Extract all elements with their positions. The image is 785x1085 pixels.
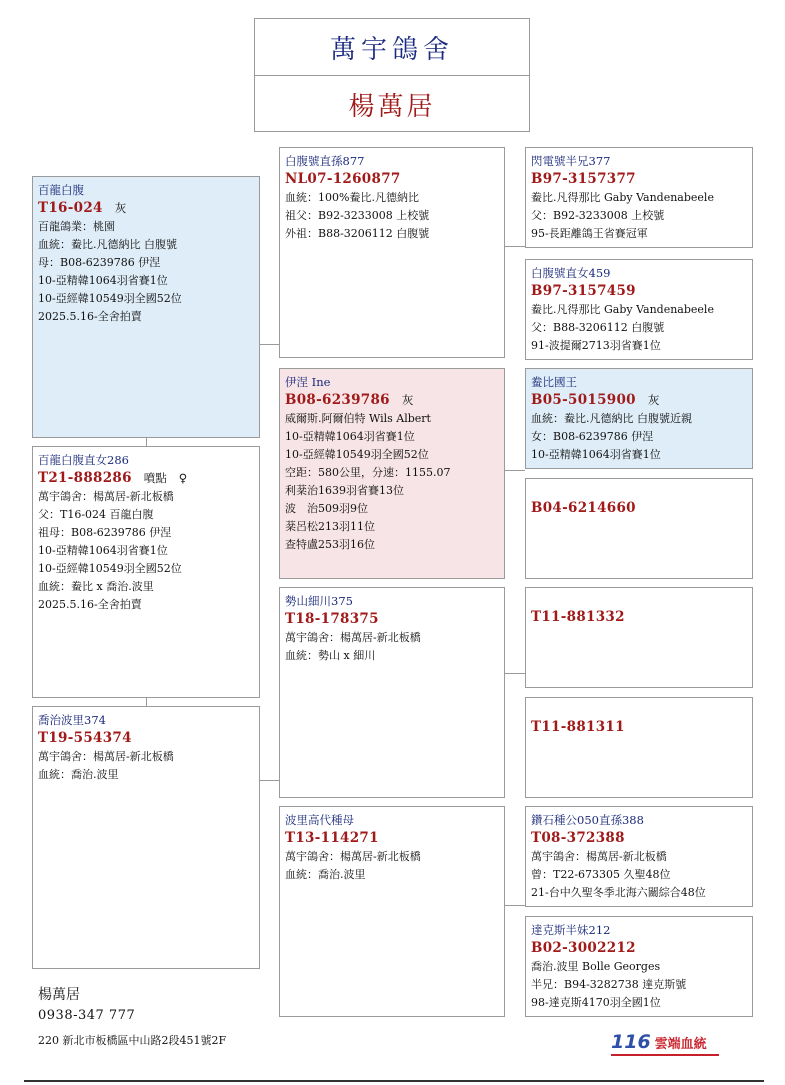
ring-number: NL07-1260877	[285, 171, 401, 187]
ring-number: T11-881311	[531, 719, 625, 735]
info-line: 91-波提爾2713羽省賽1位	[531, 339, 661, 352]
info-line: 血統：鲞比.凡德納比 白腹號	[38, 238, 177, 251]
logo-text: 雲端血統	[654, 1037, 707, 1052]
bird-name: 喬治波里374	[38, 713, 106, 727]
info-line: 女：B08-6239786 伊涅	[531, 430, 654, 443]
subject-card[interactable]	[32, 176, 260, 438]
ring-number: T16-024	[38, 200, 103, 216]
bird-name: 鲞比國王	[531, 375, 577, 389]
great-grandparent-card[interactable]	[525, 368, 753, 469]
info-line: 10-亞精韓1064羽省賽1位	[38, 274, 168, 287]
info-line: 血統：勢山 x 細川	[285, 649, 376, 662]
info-line: 2025.5.16-全舍拍賣	[38, 310, 142, 323]
info-line: 10-亞經韓10549羽全國52位	[38, 292, 182, 305]
connector	[505, 246, 525, 247]
dam-card[interactable]	[32, 706, 260, 969]
loft-name: 萬宇鴿舍	[255, 19, 529, 76]
bird-color: 灰	[114, 201, 127, 215]
logo-underline	[611, 1054, 719, 1056]
sire-sire-card[interactable]	[279, 147, 505, 358]
info-line: 血統：喬治.波里	[285, 868, 366, 881]
info-line: 鲞比.凡得那比 Gaby Vandenabeele	[531, 191, 714, 204]
ring-number: T18-178375	[285, 611, 379, 627]
info-line: 祖母：B08-6239786 伊涅	[38, 526, 172, 539]
info-line: 萬宇鴿舍：楊萬居-新北板橋	[285, 850, 421, 863]
bird-name: 波里高代種母	[285, 813, 354, 827]
info-line: 鲞比.凡得那比 Gaby Vandenabeele	[531, 303, 714, 316]
info-line: 空距：580公里，分速：1155.07	[285, 466, 451, 479]
info-line: 曾：T22-673305 久聖48位	[531, 868, 671, 881]
info-line: 10-亞精韓1064羽省賽1位	[531, 448, 661, 461]
info-line: 父：B88-3206112 白腹號	[531, 321, 665, 334]
logo-number: 116	[611, 1031, 651, 1053]
great-grandparent-card[interactable]	[525, 259, 753, 360]
connector	[260, 780, 280, 781]
ring-number: T11-881332	[531, 609, 625, 625]
info-line: 10-亞經韓10549羽全國52位	[38, 562, 182, 575]
info-line: 半兄：B94-3282738 達克斯號	[531, 978, 687, 991]
info-line: 祖父：B92-3233008 上校號	[285, 209, 430, 222]
info-line: 血統：鲞比 x 喬治.波里	[38, 580, 154, 593]
title-box	[254, 18, 530, 132]
info-line: 百龍鴿業：桃園	[38, 220, 115, 233]
info-line: 查特盧253羽16位	[285, 538, 375, 551]
connector	[505, 905, 525, 906]
info-line: 10-亞精韓1064羽省賽1位	[285, 430, 415, 443]
ring-number: B05-5015900	[531, 392, 636, 408]
bird-name: 達克斯半妹212	[531, 923, 611, 937]
info-line: 父：T16-024 百龍白腹	[38, 508, 154, 521]
info-line: 98-達克斯4170羽全國1位	[531, 996, 661, 1009]
ring-number: T21-888286	[38, 470, 132, 486]
info-line: 利棻治1639羽省賽13位	[285, 484, 404, 497]
great-grandparent-card[interactable]	[525, 806, 753, 907]
info-line: 萬宇鴿舍：楊萬居-新北板橋	[38, 490, 174, 503]
bird-name: 鑽石種公050直孫388	[531, 813, 644, 827]
bird-name: 勢山細川375	[285, 594, 353, 608]
sire-dam-card[interactable]	[279, 368, 505, 579]
ring-number: T19-554374	[38, 730, 132, 746]
bird-name: 白腹號直女459	[531, 266, 611, 280]
ring-number: T08-372388	[531, 830, 625, 846]
bird-name: 百龍白腹直女286	[38, 453, 129, 467]
ring-number: B97-3157459	[531, 283, 636, 299]
info-line: 血統：鲞比.凡德納比 白腹號近親	[531, 412, 692, 425]
connector	[505, 470, 525, 471]
connector	[505, 673, 525, 674]
info-line: 萬宇鴿舍：楊萬居-新北板橋	[285, 631, 421, 644]
owner-name: 楊萬居	[348, 91, 436, 122]
great-grandparent-card[interactable]	[525, 478, 753, 579]
contact-address: 220 新北市板橋區中山路2段451號2F	[38, 1034, 227, 1047]
site-logo[interactable]	[611, 1031, 731, 1057]
sex-symbol: ♀	[178, 471, 188, 485]
info-line: 10-亞精韓1064羽省賽1位	[38, 544, 168, 557]
connector	[260, 344, 280, 345]
info-line: 威爾斯.阿爾伯特 Wils Albert	[285, 412, 431, 425]
info-line: 父：B92-3233008 上校號	[531, 209, 665, 222]
info-line: 血統：100%鲞比.凡德納比	[285, 191, 419, 204]
great-grandparent-card[interactable]	[525, 697, 753, 798]
info-line: 棻呂松213羽11位	[285, 520, 375, 533]
great-grandparent-card[interactable]	[525, 147, 753, 248]
ring-number: B97-3157377	[531, 171, 636, 187]
dam-dam-card[interactable]	[279, 806, 505, 1017]
contact-phone: 0938-347 777	[38, 1008, 136, 1023]
ring-number: B02-3002212	[531, 940, 636, 956]
footer-divider	[24, 1080, 764, 1082]
bird-color: 噴點	[143, 471, 167, 485]
bird-name: 白腹號直孫877	[285, 154, 365, 168]
bird-name: 伊涅 Ine	[285, 375, 331, 389]
contact-name: 楊萬居	[38, 987, 80, 1003]
ring-number: B08-6239786	[285, 392, 390, 408]
sibling-card[interactable]	[32, 446, 260, 698]
info-line: 外祖：B88-3206112 白腹號	[285, 227, 430, 240]
bird-color: 灰	[647, 393, 660, 407]
ring-number: T13-114271	[285, 830, 379, 846]
info-line: 10-亞經韓10549羽全國52位	[285, 448, 429, 461]
info-line: 2025.5.16-全舍拍賣	[38, 598, 142, 611]
dam-sire-card[interactable]	[279, 587, 505, 798]
info-line: 喬治.波里 Bolle Georges	[531, 960, 661, 973]
info-line: 母：B08-6239786 伊涅	[38, 256, 161, 269]
info-line: 波 治509羽9位	[285, 502, 368, 515]
great-grandparent-card[interactable]	[525, 587, 753, 688]
bird-name: 百龍白腹	[38, 183, 84, 197]
bird-color: 灰	[401, 393, 414, 407]
bird-name: 閃電號半兄377	[531, 154, 611, 168]
great-grandparent-card[interactable]	[525, 916, 753, 1017]
info-line: 萬宇鴿舍：楊萬居-新北板橋	[531, 850, 667, 863]
info-line: 95-長距離鴿王省賽冠軍	[531, 227, 648, 240]
info-line: 21-台中久聖冬季北海六關綜合48位	[531, 886, 706, 899]
ring-number: B04-6214660	[531, 500, 636, 516]
info-line: 萬宇鴿舍：楊萬居-新北板橋	[38, 750, 174, 763]
info-line: 血統：喬治.波里	[38, 768, 119, 781]
